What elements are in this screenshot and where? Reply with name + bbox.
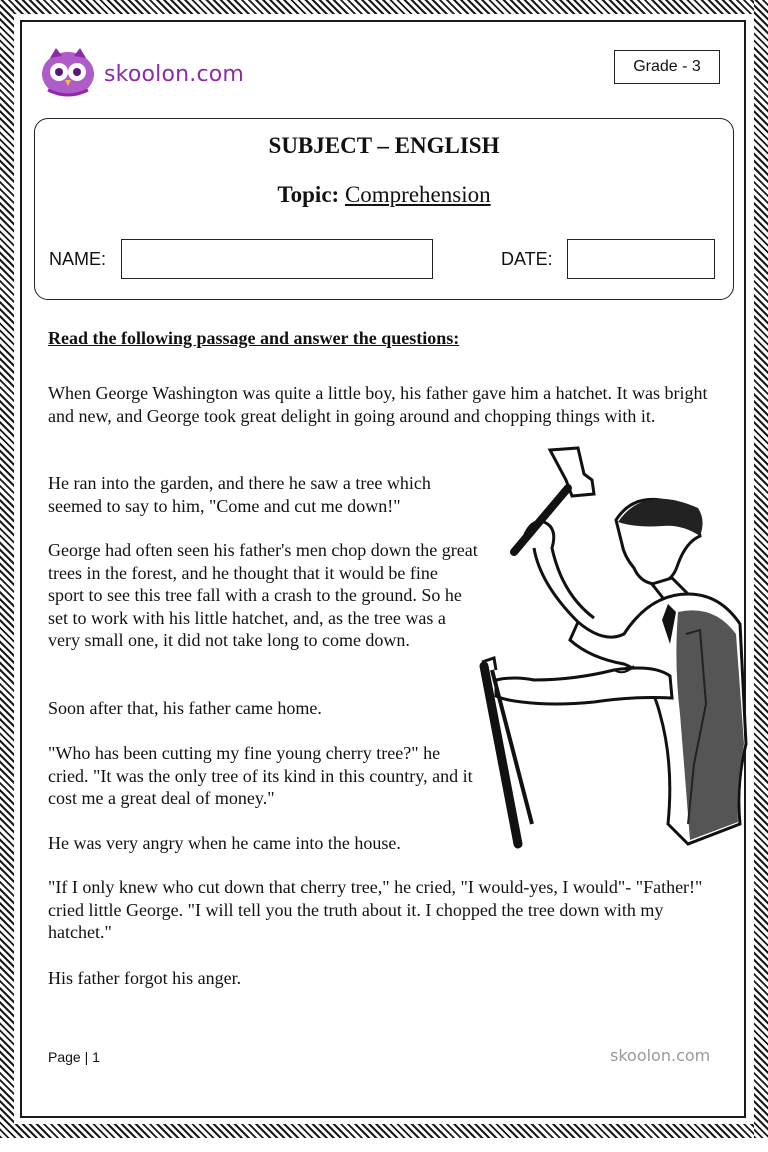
topic-label: Topic: xyxy=(277,182,340,207)
passage-paragraph: He ran into the garden, and there he saw a tree which seemed to say to him, "Come and cut me down!" xyxy=(48,473,431,516)
instruction-heading: Read the following passage and answer the questions: xyxy=(48,328,460,348)
owl-logo-icon xyxy=(36,44,100,100)
passage-paragraph: Soon after that, his father came home. xyxy=(48,698,322,718)
passage-paragraph: George had often seen his father's men chop down the great trees in the forest, and he thought that it would be fine sport to see this tree fall with a crash to the ground. So he set to work with his little hatchet, and, as the tree was a very small one, it did not take long to come down. xyxy=(48,540,478,650)
decorative-border-top xyxy=(0,0,768,14)
worksheet-header-panel xyxy=(34,118,734,300)
footer-brand: skoolon.com xyxy=(610,1046,711,1065)
topic-line xyxy=(35,182,733,208)
decorative-border-bottom xyxy=(0,1124,768,1138)
subject-title: SUBJECT – ENGLISH xyxy=(268,133,500,158)
name-field[interactable] xyxy=(121,239,433,279)
boy-with-hatchet-illustration xyxy=(474,444,756,864)
name-label: NAME: xyxy=(49,249,107,269)
page-number: Page | 1 xyxy=(48,1049,100,1065)
grade-badge: Grade - 3 xyxy=(614,50,720,84)
brand-name: skoolon.com xyxy=(104,62,245,87)
passage-paragraph: "Who has been cutting my fine young cherry tree?" he cried. "It was the only tree of its kind in this country, and it cost me a great deal of money." xyxy=(48,743,473,808)
date-field[interactable] xyxy=(567,239,715,279)
passage-paragraph: When George Washington was quite a little boy, his father gave him a hatchet. It was bright and new, and George took great delight in going around and chopping things with it. xyxy=(48,383,708,426)
passage-paragraph: His father forgot his anger. xyxy=(48,968,242,988)
decorative-border-right xyxy=(754,0,768,1138)
date-label: DATE: xyxy=(501,249,553,269)
passage-paragraph: "If I only knew who cut down that cherry tree," he cried, "I would-yes, I would"- "Father!" cried little George. "I will tell you the truth about it. I chopped the tree down with my hatchet." xyxy=(48,877,703,942)
topic-value: Comprehension xyxy=(344,182,491,207)
decorative-border-left xyxy=(0,0,14,1138)
passage-paragraph: He was very angry when he came into the house. xyxy=(48,833,401,853)
